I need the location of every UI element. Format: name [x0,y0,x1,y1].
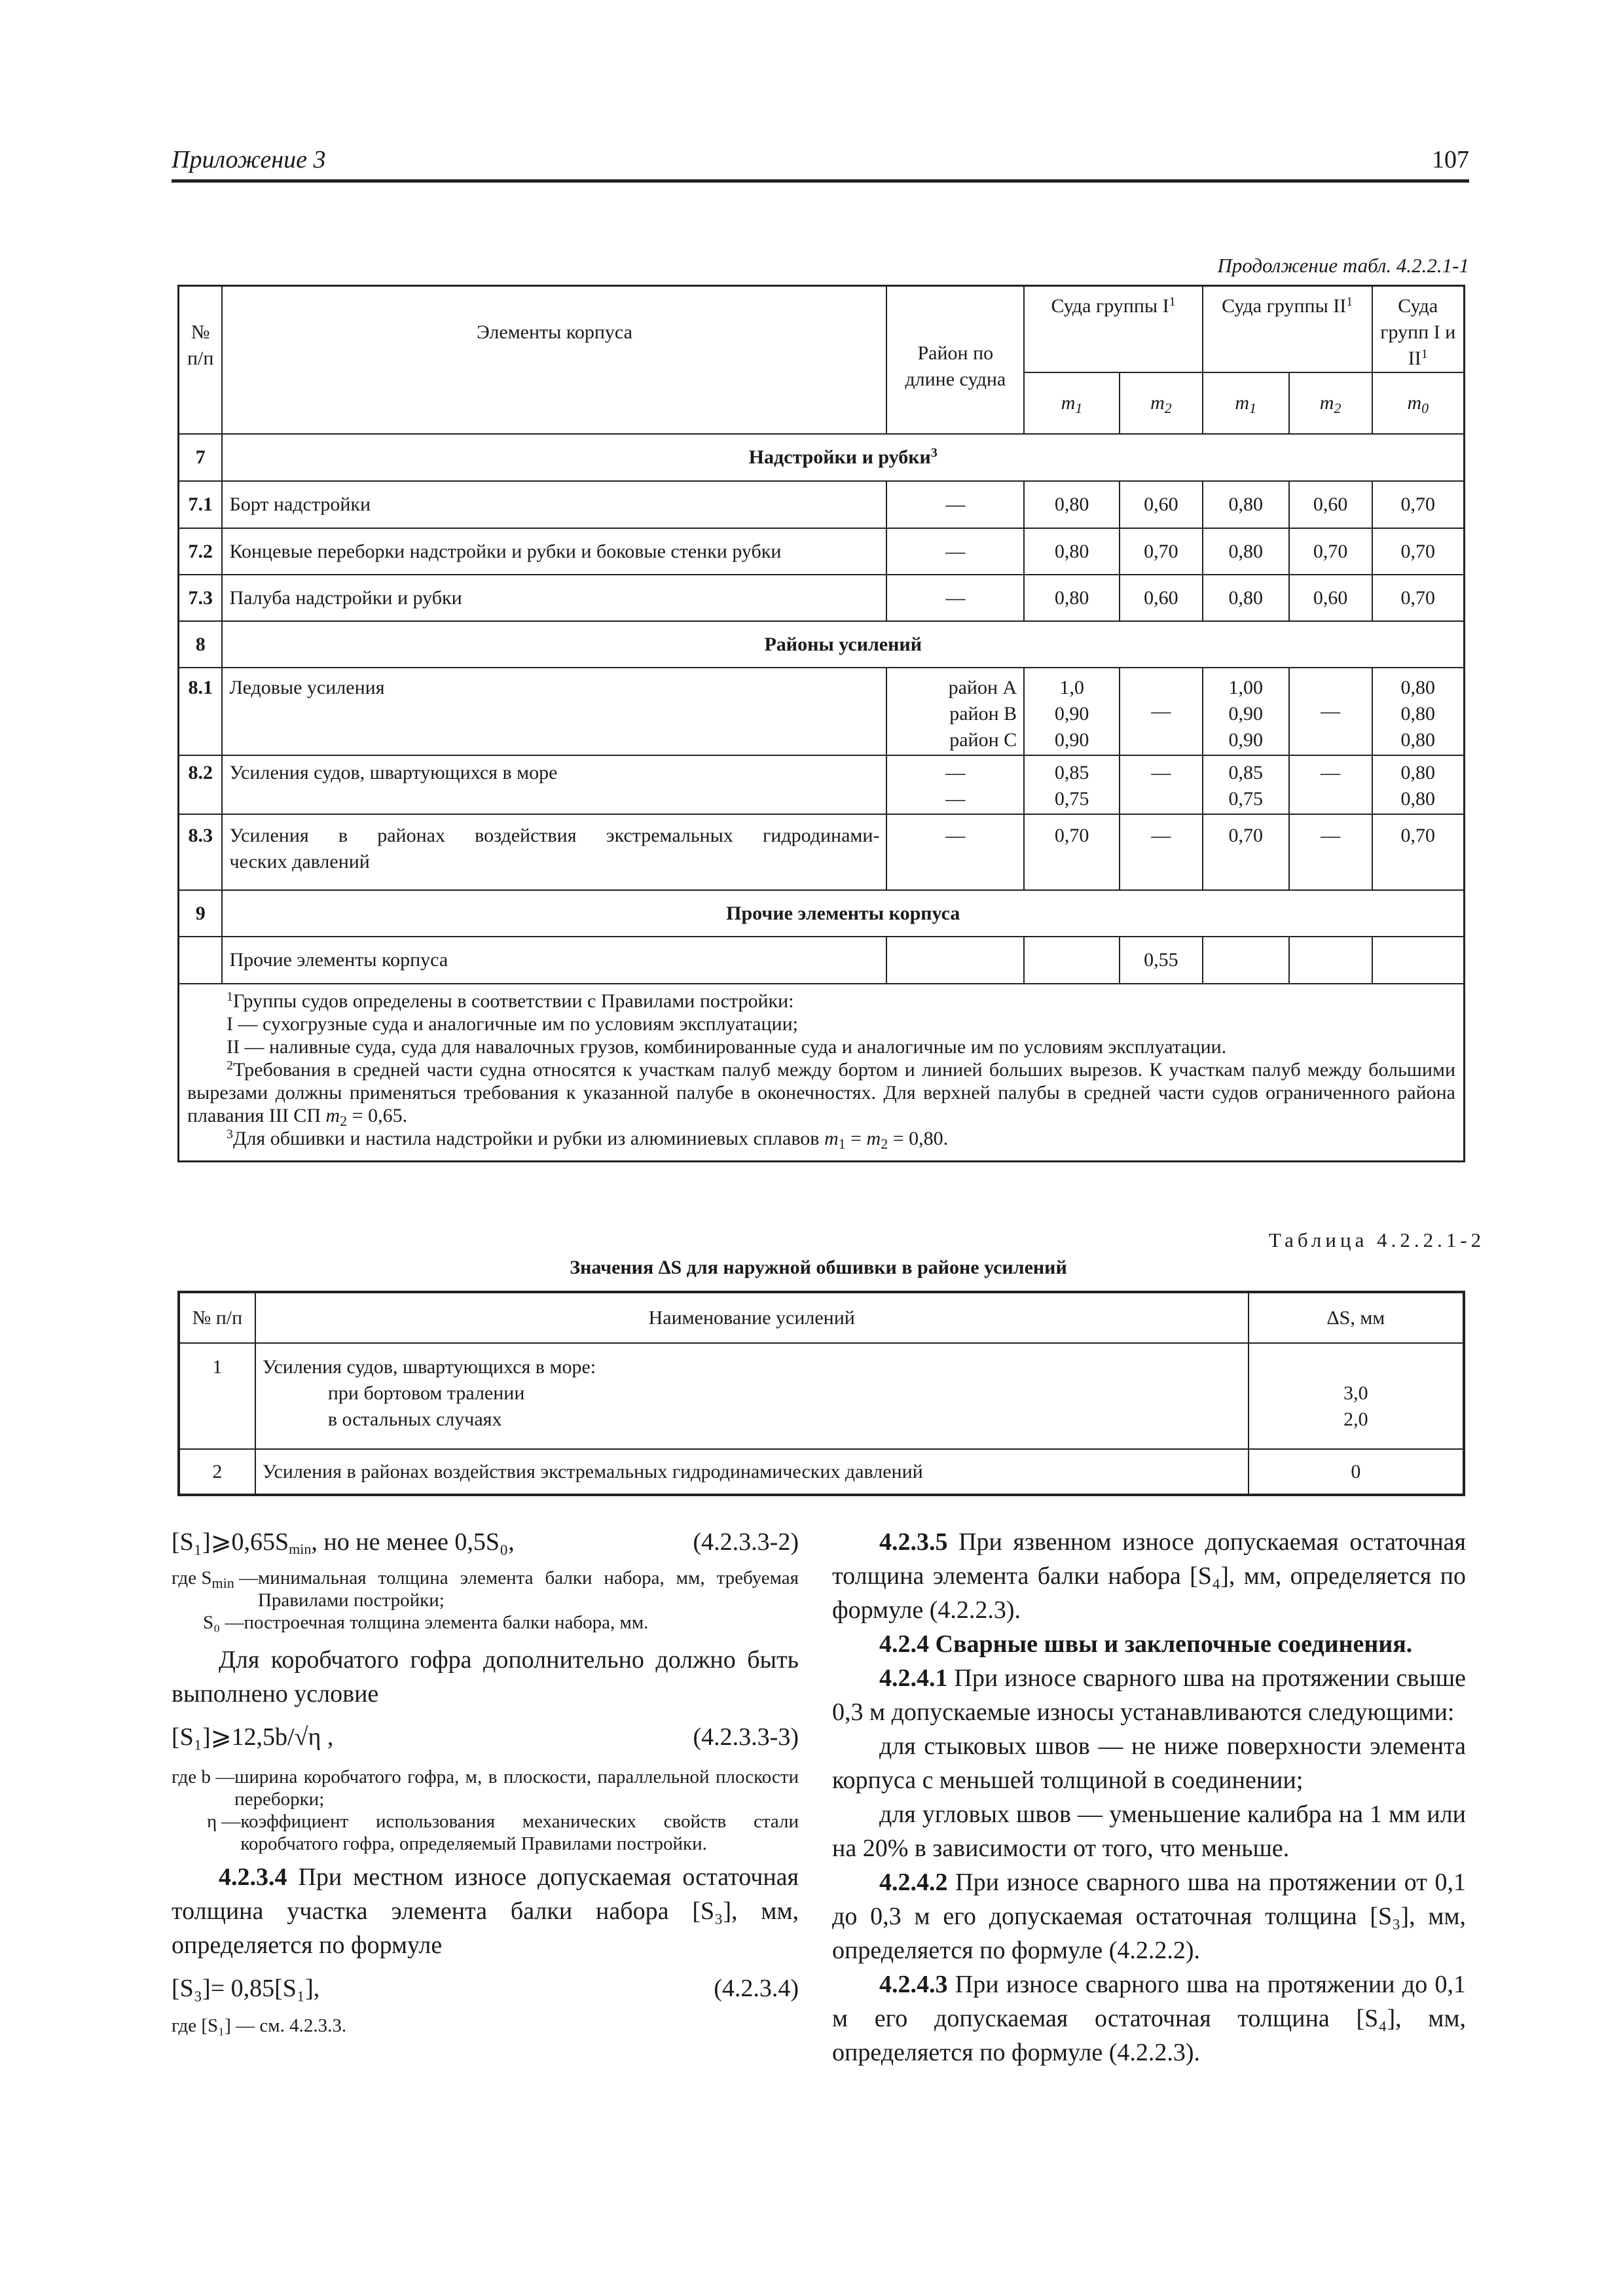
formula-legend: где b — ширина коробчатого гофра, м, в плоскости, параллельной плоскости переборки; η — коэффициент использования механических свойств стали коробчатого гофра, определяемый Правилами постройки. [172,1767,799,1854]
table-row: 7.1 Борт надстройки — 0,80 0,60 0,80 0,60 0,70 [179,481,1465,528]
table-4-2-2-1-1-continued [177,285,1465,1162]
section-title: Районы усилений [222,621,1464,668]
head-m1-g1: $m_1$ [1024,372,1120,434]
table-row: 7 Надстройки и рубки$^3$ [179,434,1465,481]
paragraph: 4.2.3.5 При язвенном износе допускаемая остаточная толщина элемента балки набора [S₄], мм, определяется по формуле (4.2.2.3). [832,1528,1466,1624]
formula-4-2-3-3-3: [S₁]⩾12,5b/√η , (4.2.3.3-3) [172,1723,799,1751]
running-title: Приложение 3 [172,146,326,173]
table-row: 7.3 Палуба надстройки и рубки — 0,80 0,60 0,80 0,60 0,70 [179,575,1465,621]
table2-label: Таблица 4.2.2.1-2 [1269,1229,1486,1251]
section-heading: 4.2.4 Сварные швы и заклепочные соединения. [879,1630,1413,1658]
table-row: 8.2 Усиления судов, швартующихся в море — — 0,85 0,75 — 0,85 0,75 — 0,80 0,80 [179,755,1465,814]
head-region: Район по длине судна [886,286,1024,435]
formula-4-2-3-4: [S₃]= 0,85[S₁], (4.2.3.4) [172,1975,799,2002]
paragraph: для угловых швов — уменьшение калибра на 1 мм или на 20% в зависимости от того, что меньше. [832,1801,1466,1862]
paragraph: 4.2.4.3 При износе сварного шва на протяжении до 0,1 м его допускаемая остаточная толщина [S₄], мм, определяется по формуле (4.2.2.3). [832,1971,1466,2066]
page-number: 107 [1432,146,1469,173]
head-num: № п/п [179,286,223,435]
table-4-2-2-1-2: № п/п Наименование усилений ΔS, мм 1 Усиления судов, швартующихся в море: при бортовом тралении в остальных случаях 3,0 2,0 2 Усиления в районах воздействия экстремальных гидродинамических давлений 0 [177,1291,1465,1496]
table-row: 9 Прочие элементы корпуса [179,890,1465,937]
left-column [172,1525,799,2037]
head-group12: Суда групп I и $II^1$ [1372,286,1465,373]
running-head [172,143,1469,183]
table-row: Прочие элементы корпуса 0,55 [179,937,1465,984]
section-title: Надстройки и рубки$^3$ [222,434,1464,481]
head-group2: Суда группы $II^1$ [1203,286,1372,373]
table-footnotes: $^1$Группы судов определены в соответствии с Правилами постройки: I — сухогрузные суда и аналогичные им по условиям эксплуатации; II — наливные суда, суда для навалочных грузов, комбинированные суда и аналогичные им по условиям эксплуатации. $^2$Требования в средней части судна относятся к участкам палуб между бортом и линией больших вырезов. К участкам палуб между большими вырезами должны применяться требования к указанной палубе в оконечностях. Для верхней палубы в средней части судов ограниченного района плавания III СП $m_2 = 0,65$. $^3$Для обшивки и настила надстройки и рубки из алюминиевых сплавов $m_1 = m_2 = 0,80$. [179,984,1465,1162]
head-m2-g2: $m_2$ [1289,372,1372,434]
table-row: 2 Усиления в районах воздействия экстремальных гидродинамических давлений 0 [179,1449,1464,1495]
table1-caption: Продолжение табл. 4.2.2.1-1 [1217,254,1469,277]
paragraph: 4.2.4.2 При износе сварного шва на протяжении от 0,1 до 0,3 м его допускаемая остаточная толщина [S₃], мм, определяется по формуле (4.2.2.2). [832,1869,1466,1964]
table-row: 8 Районы усилений [179,621,1465,668]
table-row: 8.1 Ледовые усиления район А район В район С 1,0 0,90 0,90 — 1,00 0,90 0,90 — 0,80 0,80 0,80 [179,668,1465,755]
head-m2-g1: $m_2$ [1120,372,1203,434]
right-column [832,1525,1466,2070]
section-title: Прочие элементы корпуса [222,890,1464,937]
paragraph: 4.2.3.4 При местном износе допускаемая остаточная толщина участка элемента балки набора [S₃], мм, определяется по формуле [172,1863,799,1959]
formula-legend: где $S_{min}$ — минимальная толщина элемента балки набора, мм, требуемая Правилами постройки; S₀ — построечная толщина элемента балки набора, мм. [172,1568,799,1633]
paragraph: Для коробчатого гофра дополнительно должно быть выполнено условие [172,1646,799,1708]
paragraph: 4.2.4.1 При износе сварного шва на протяжении свыше 0,3 м допускаемые износы устанавливаются следующими: [832,1664,1466,1726]
head-elements: Элементы корпуса [222,286,886,435]
paragraph: для стыковых швов — не ниже поверхности элемента корпуса с меньшей толщиной в соединении; [832,1732,1466,1794]
head-m0: $m_0$ [1372,372,1465,434]
table2-title: Значения ΔS для наружной обшивки в районе усилений [570,1257,1067,1278]
table-row: 7.2 Концевые переборки надстройки и рубки и боковые стенки рубки — 0,80 0,70 0,80 0,70 0,70 [179,528,1465,575]
formula-4-2-3-3-2: $[S_1]⩾0,65S_{min}$, но не менее 0,5S₀, (4.2.3.3-2) [172,1528,799,1557]
table-row: 8.3 Усиления в районах воздействия экстремальных гидродинами- ческих давлений — 0,70 — 0,70 — 0,70 [179,814,1465,890]
formula-legend: где [S₁] — см. 4.2.3.3. [172,2015,347,2036]
head-m1-g2: $m_1$ [1203,372,1289,434]
head-group1: Суда группы $I^1$ [1024,286,1203,373]
table-row: 1 Усиления судов, швартующихся в море: при бортовом тралении в остальных случаях 3,0 2,0 [179,1343,1464,1449]
